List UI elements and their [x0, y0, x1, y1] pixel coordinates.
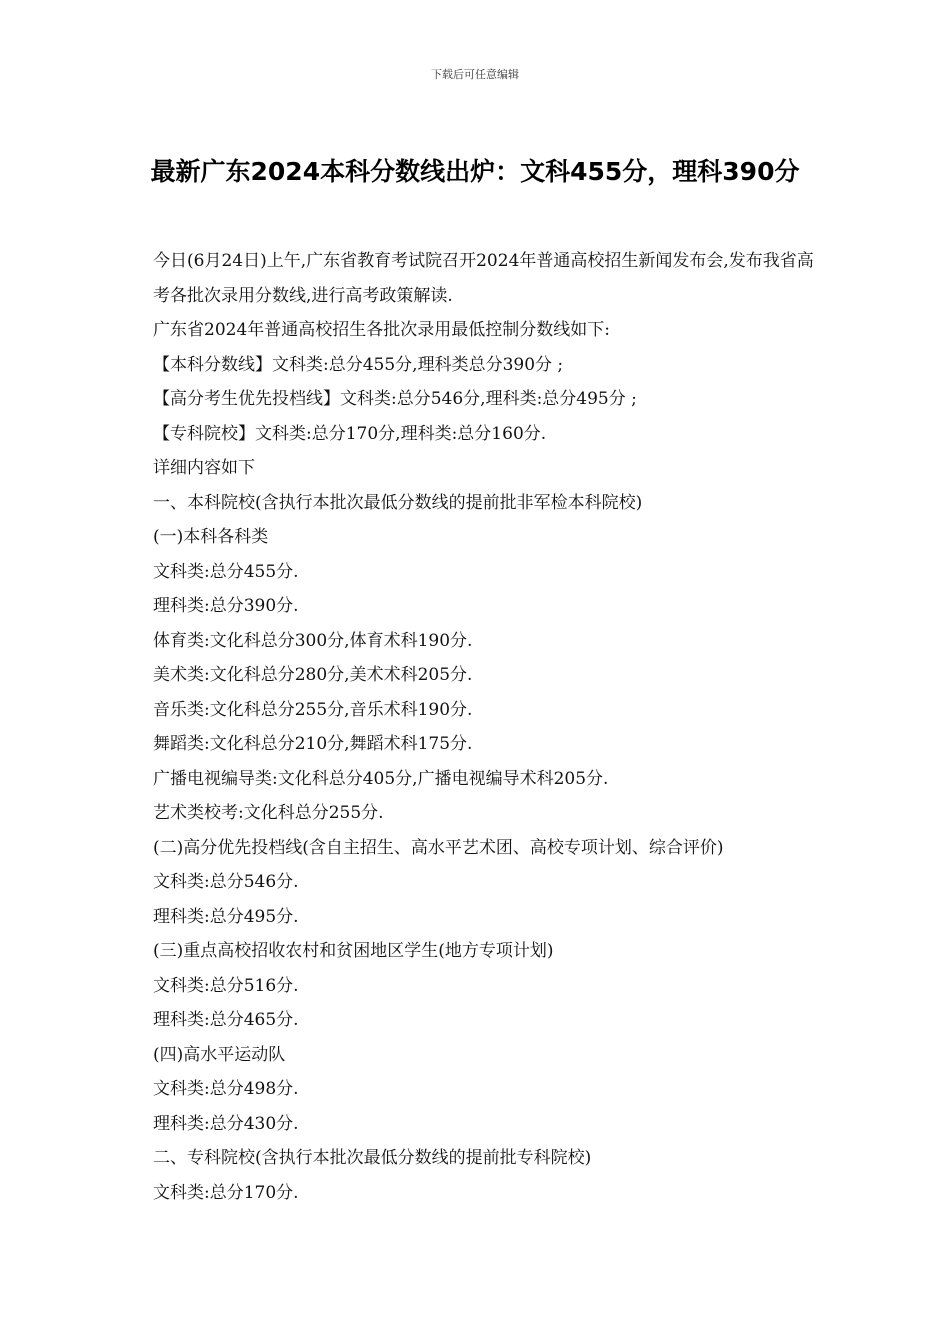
section-heading: 二、专科院校(含执行本批次最低分数线的提前批专科院校) [153, 1148, 592, 1168]
body-line: 文科类:总分455分. [153, 561, 299, 582]
article-title: 最新广东2024本科分数线出炉：文科455分，理科390分 [150, 157, 800, 186]
body-line: 文科类:总分498分. [153, 1079, 299, 1099]
body-line: 文科类:总分516分. [153, 975, 299, 996]
section-heading: 一、本科院校(含执行本批次最低分数线的提前批非军检本科院校) [153, 492, 643, 513]
body-line: 【高分考生优先投档线】文科类:总分546分,理科类:总分495分 ; [153, 389, 637, 409]
body-line: 理科类:总分430分. [153, 1113, 299, 1134]
article-body [144, 244, 816, 1210]
body-line: 详细内容如下 [153, 458, 255, 478]
body-line: 文科类:总分170分. [153, 1182, 299, 1203]
body-line: 美术类:文化科总分280分,美术术科205分. [153, 665, 473, 685]
subsection-heading: (一)本科各科类 [153, 527, 269, 547]
intro-paragraph: 今日(6月24日)上午,广东省教育考试院召开2024年普通高校招生新闻发布会,发布我省高考各批次录用分数线,进行高考政策解读. [153, 251, 814, 306]
subsection-heading: (四)高水平运动队 [153, 1044, 286, 1065]
page-header-note: 下载后可任意编辑 [431, 68, 519, 81]
body-line: 广播电视编导类:文化科总分405分,广播电视编导术科205分. [153, 768, 609, 789]
body-line: 理科类:总分390分. [153, 596, 299, 616]
body-line: 舞蹈类:文化科总分210分,舞蹈术科175分. [153, 734, 473, 754]
body-line: 理科类:总分495分. [153, 906, 299, 927]
body-line: 文科类:总分546分. [153, 872, 299, 892]
subsection-heading: (二)高分优先投档线(含自主招生、高水平艺术团、高校专项计划、综合评价) [153, 837, 724, 858]
body-line: 体育类:文化科总分300分,体育术科190分. [153, 630, 473, 651]
subsection-heading: (三)重点高校招收农村和贫困地区学生(地方专项计划) [153, 941, 554, 961]
body-line: 理科类:总分465分. [153, 1010, 299, 1030]
body-line: 【本科分数线】文科类:总分455分,理科类总分390分 ; [153, 354, 564, 375]
body-line: 艺术类校考:文化科总分255分. [153, 803, 384, 823]
body-line: 音乐类:文化科总分255分,音乐术科190分. [153, 699, 473, 720]
body-line: 广东省2024年普通高校招生各批次录用最低控制分数线如下: [153, 320, 610, 340]
body-line: 【专科院校】文科类:总分170分,理科类:总分160分. [153, 423, 547, 444]
